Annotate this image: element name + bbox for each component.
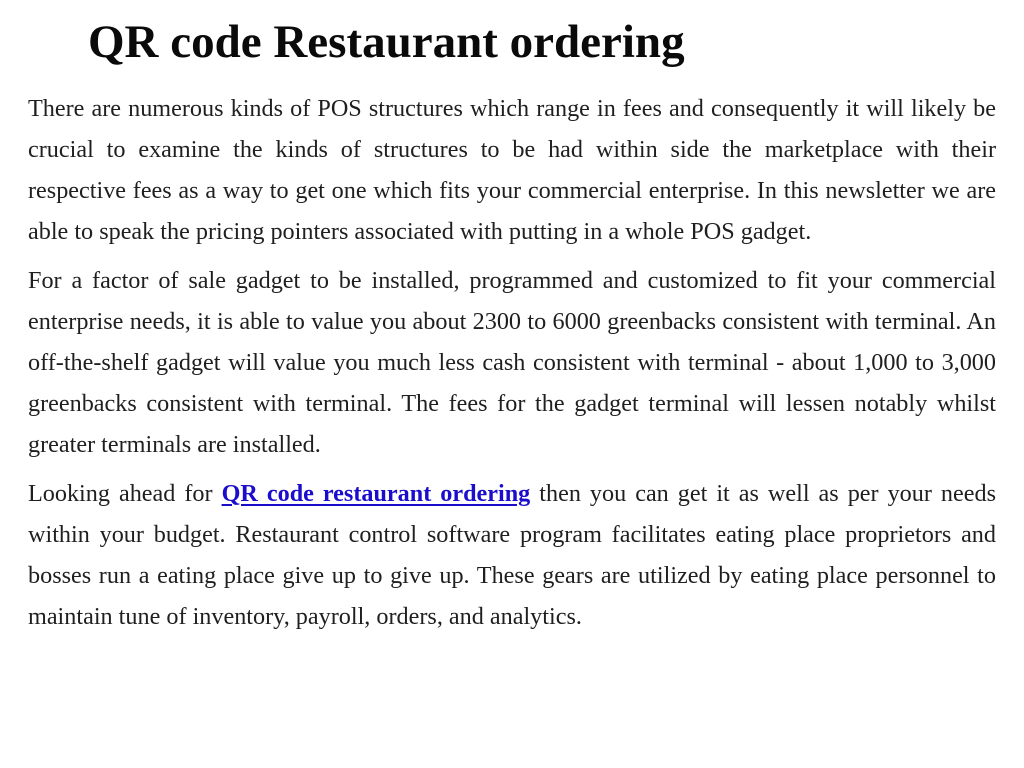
paragraph-pos-systems: There are numerous kinds of POS structures which range in fees and consequently it will likely be crucial to examine the kinds of structures to be had within side the marketplace with their respective fees as a way to get one which fits your commercial enterprise. In this newsletter we are able to speak the pricing pointers associated with putting in a whole POS gadget. <box>28 95 996 245</box>
qr-code-restaurant-ordering-link[interactable]: QR code restaurant ordering <box>221 480 531 507</box>
paragraph-pricing: For a factor of sale gadget to be installed, programmed and customized to fit your commercial enterprise needs, it is able to value you about 2300 to 6000 greenbacks consistent with terminal. An off-the-shelf gadget will value you much less cash consistent with terminal - about 1,000 to 3,000 greenbacks consistent with terminal. The fees for the gadget terminal will lessen notably whilst greater terminals are installed. <box>28 267 996 458</box>
article-body <box>28 88 996 645</box>
page-title: QR code Restaurant ordering <box>88 16 685 68</box>
paragraph-restaurant-software <box>28 473 996 637</box>
paragraph-text-before-link: Looking ahead for <box>28 480 222 507</box>
paragraph-text-after-link: then you can get it as well as per your needs within your budget. Restaurant control software program facilitates eating place proprietors and bosses run a eating place give up to give up. These gears are utilized by eating place personnel to maintain tune of inventory, payroll, orders, and analytics. <box>28 480 997 630</box>
